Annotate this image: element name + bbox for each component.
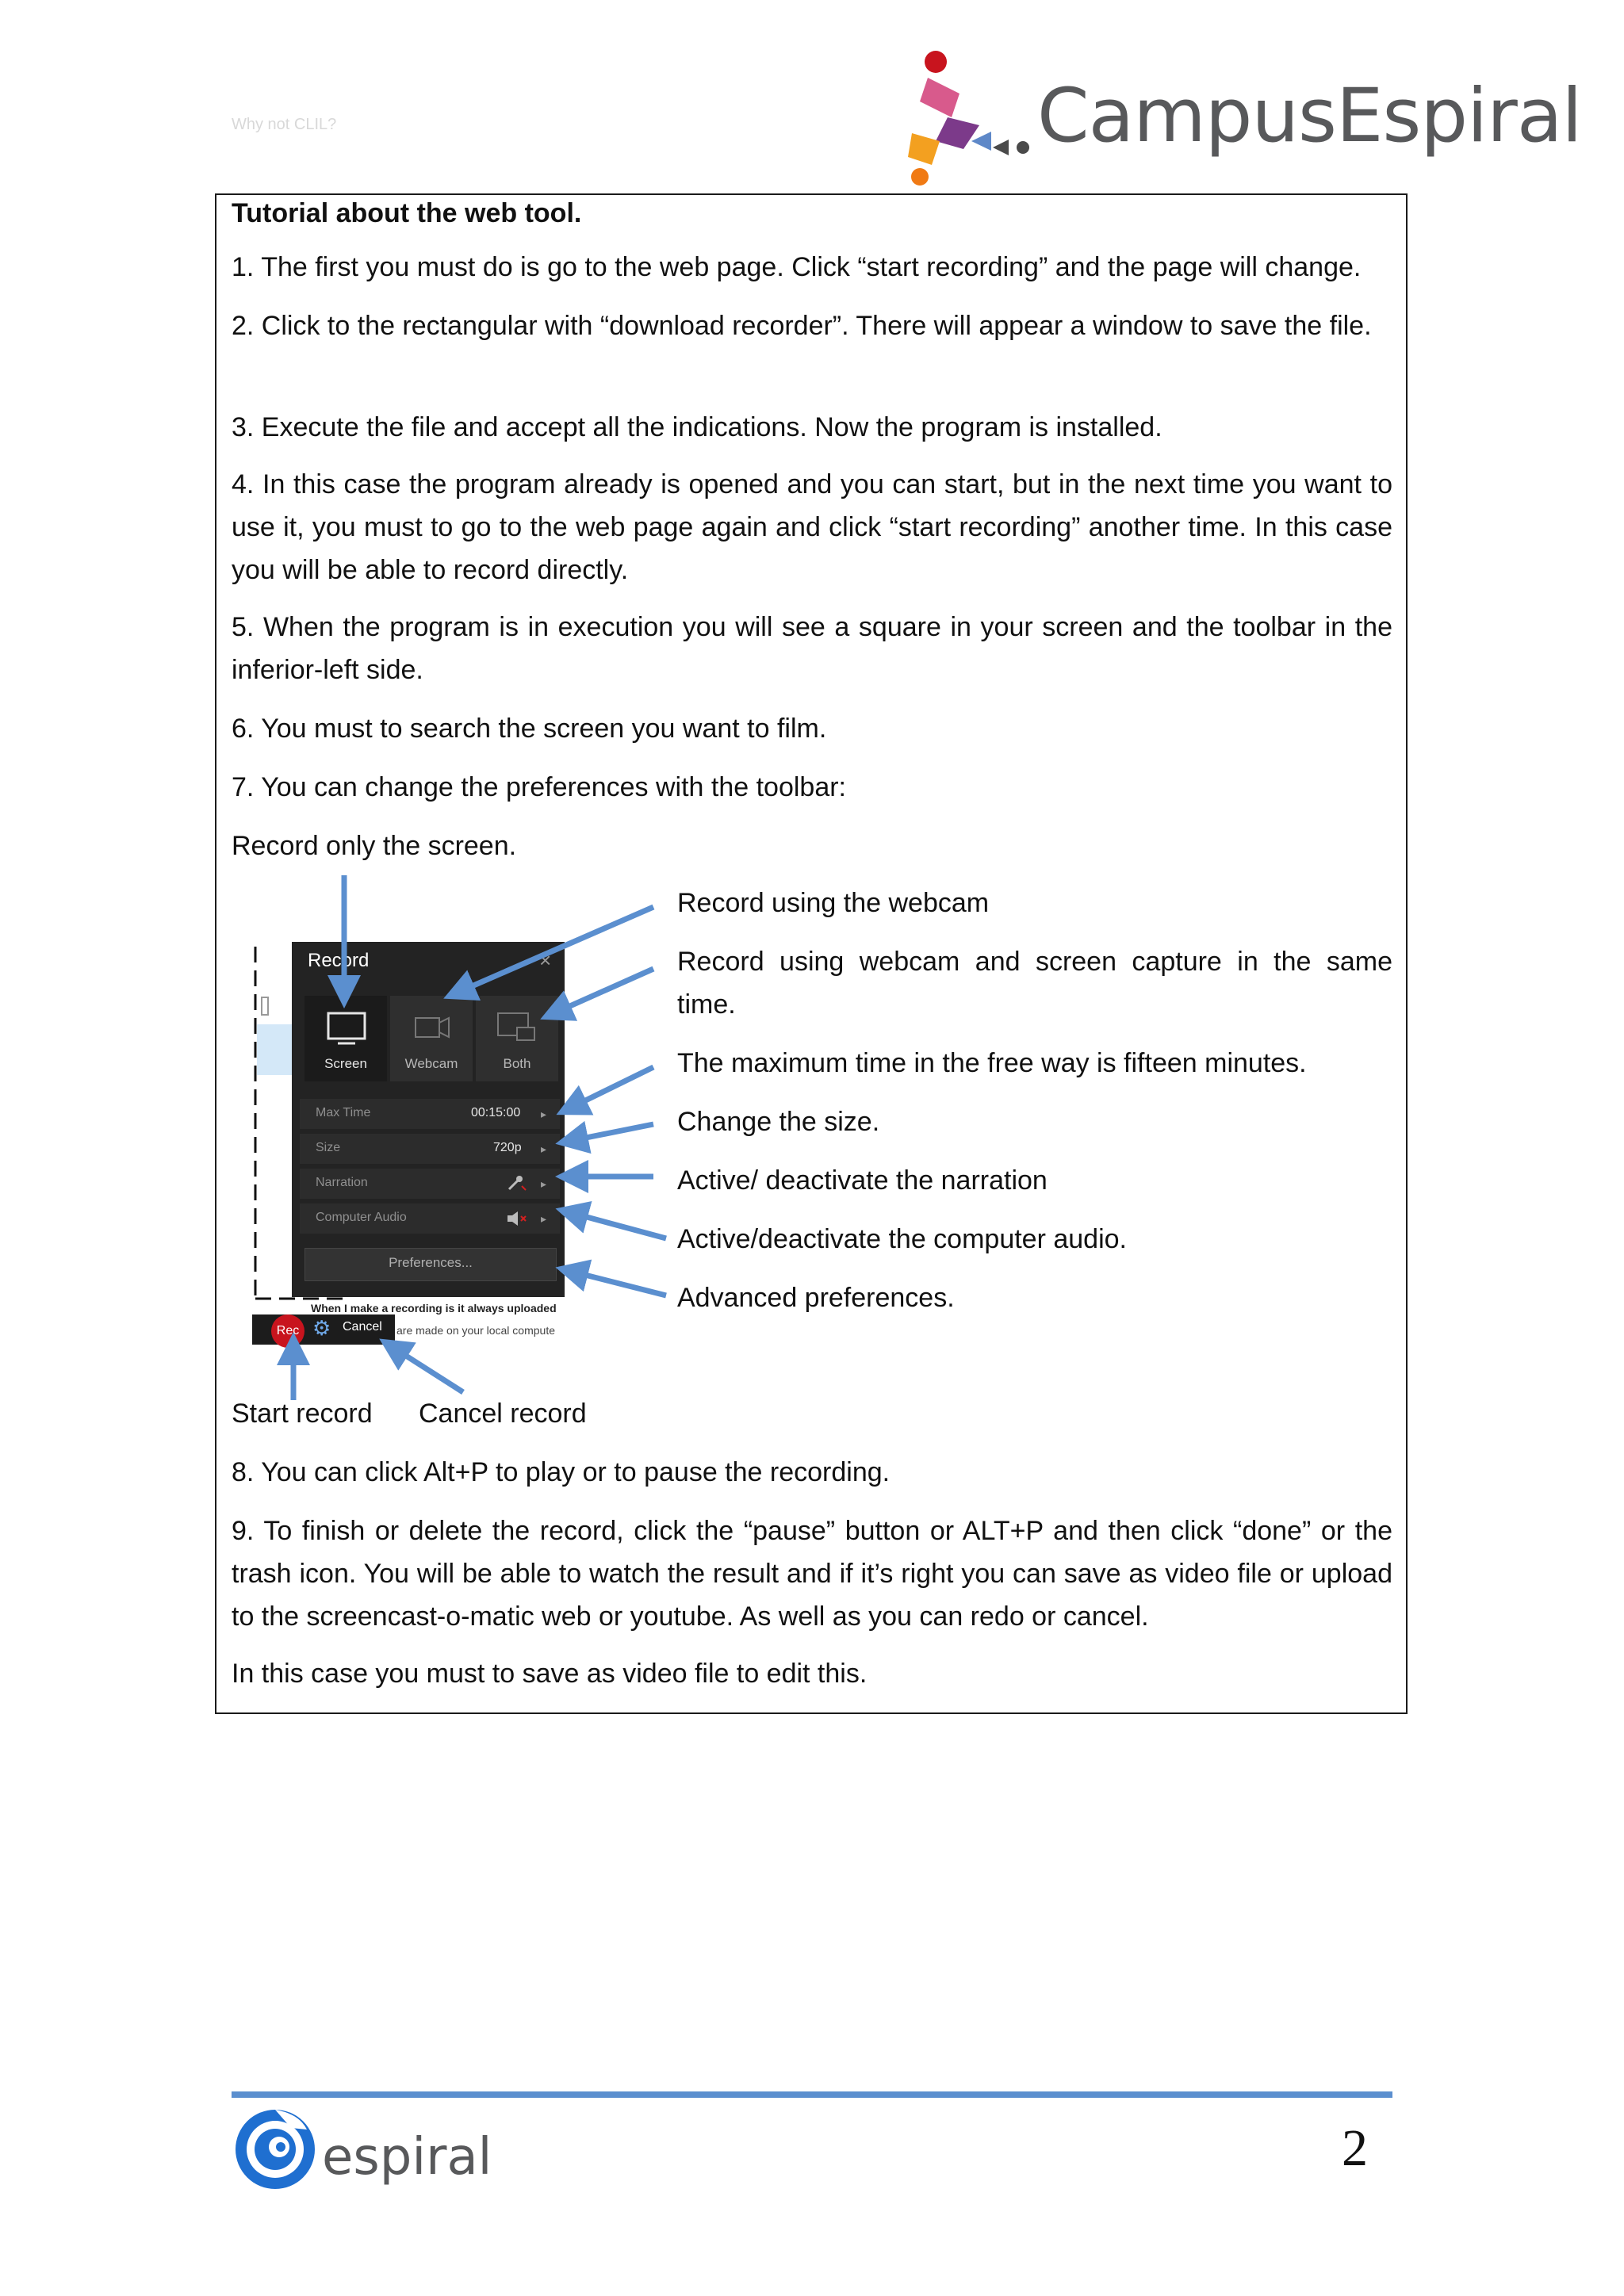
rec-button[interactable]: Rec: [271, 1314, 304, 1348]
espiral-logo-icon: [232, 2106, 319, 2193]
computer-audio-label: Computer Audio: [316, 1211, 407, 1224]
cancel-toolbar-button[interactable]: Cancel: [343, 1320, 382, 1334]
annotation-both: Record using webcam and screen capture in the same time.: [677, 947, 1392, 1020]
step-6: 6. You must to search the screen you want to film.: [232, 714, 827, 744]
arrow-cancel-record: [389, 1345, 463, 1392]
arrow-max-time: [566, 1067, 653, 1110]
arrow-computer-audio: [566, 1211, 666, 1238]
step-7: 7. You can change the preferences with the toolbar:: [232, 772, 846, 802]
header-note: Why not CLIL?: [232, 116, 337, 133]
footer-brand: espiral: [322, 2128, 492, 2187]
chevron-right-icon: ▸: [541, 1177, 547, 1190]
gear-icon[interactable]: ⚙: [312, 1316, 331, 1340]
arrow-both: [550, 969, 653, 1015]
close-icon[interactable]: ×: [539, 948, 552, 972]
size-label: Size: [316, 1141, 341, 1154]
final-note: In this case you must to save as video file to edit this.: [232, 1659, 868, 1689]
background-text-1: When I make a recording is it always uploaded: [311, 1302, 557, 1314]
arrow-size: [566, 1124, 653, 1142]
logo-text: CampusEspiral: [1037, 73, 1582, 159]
chevron-right-icon: ▸: [541, 1108, 547, 1120]
step-9: 9. To finish or delete the record, click the “pause” button or ALT+P and then click “done” or the trash icon. You will be able to watch the result and if it’s right you can save as video file or upload to the screencast-o-matic web or youtube. As well as you can redo or cancel.: [232, 1516, 1392, 1632]
cancel-record-label: Cancel record: [419, 1399, 587, 1429]
step-4: 4. In this case the program already is opened and you can start, but in the next time you want to use it, you must to go to the web page again and click “start recording” another time. In this case you will be able to record directly.: [232, 469, 1392, 585]
background-text-2: are made on your local compute: [396, 1324, 555, 1337]
mode-both-label: Both: [503, 1056, 531, 1071]
annotation-preferences: Advanced preferences.: [677, 1283, 955, 1313]
start-record-label: Start record: [232, 1399, 373, 1429]
step-1: 1. The first you must do is go to the web page. Click “start recording” and the page will change.: [232, 252, 1362, 282]
footer-rule: [232, 2091, 1392, 2098]
record-screen-label: Record only the screen.: [232, 831, 517, 861]
step-3: 3. Execute the file and accept all the indications. Now the program is installed.: [232, 412, 1162, 442]
tutorial-title: Tutorial about the web tool.: [232, 198, 582, 228]
step-2: 2. Click to the rectangular with “download recorder”. There will appear a window to save the file.: [232, 311, 1372, 341]
mode-webcam-label: Webcam: [404, 1056, 458, 1071]
narration-label: Narration: [316, 1176, 368, 1189]
preferences-label: Preferences...: [389, 1255, 473, 1270]
step-8: 8. You can click Alt+P to play or to pause the recording.: [232, 1457, 891, 1487]
annotation-webcam: Record using the webcam: [677, 888, 990, 918]
mode-screen-label: Screen: [324, 1056, 367, 1071]
annotation-computer-audio: Active/deactivate the computer audio.: [677, 1224, 1127, 1254]
arrow-preferences: [566, 1270, 666, 1295]
size-value: 720p: [493, 1141, 522, 1154]
annotation-narration: Active/ deactivate the narration: [677, 1165, 1048, 1196]
recorder-title: Record: [308, 950, 370, 971]
chevron-right-icon: ▸: [541, 1212, 547, 1225]
annotation-size: Change the size.: [677, 1107, 880, 1137]
max-time-value: 00:15:00: [471, 1106, 521, 1119]
step-5: 5. When the program is in execution you will see a square in your screen and the toolbar in the inferior-left side.: [232, 612, 1392, 685]
annotation-max-time: The maximum time in the free way is fifteen minutes.: [677, 1048, 1307, 1078]
chevron-right-icon: ▸: [541, 1142, 547, 1155]
page-number: 2: [1342, 2119, 1368, 2177]
max-time-label: Max Time: [316, 1106, 371, 1119]
